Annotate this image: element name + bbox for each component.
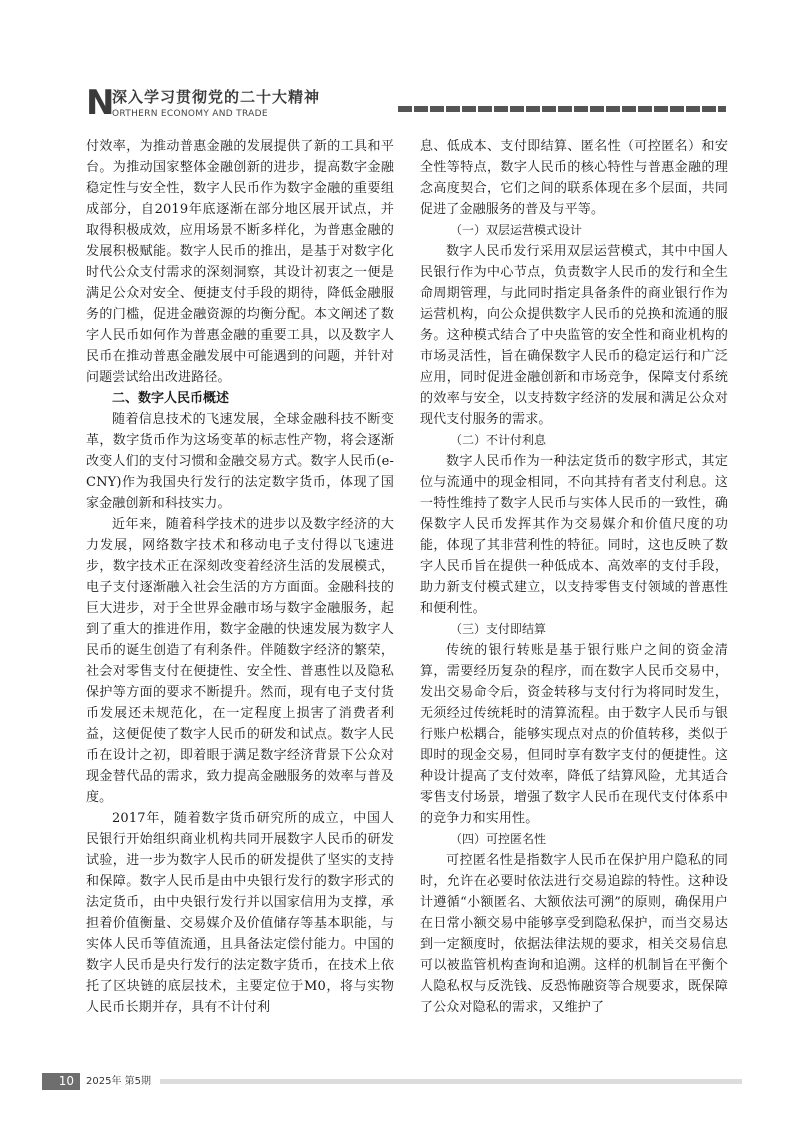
left-column: [86, 136, 394, 1018]
paragraph: 随着信息技术的飞速发展，全球金融科技不断变革，数字货币作为这场变革的标志性产物，将会逐渐改变人们的支付习惯和金融交易方式。数字人民币(e-CNY)作为我国央行发行的法定数字货币，体现了国家金融创新和科技实力。: [86, 412, 394, 511]
paragraph: 可控匿名性是指数字人民币在保护用户隐私的同时，允许在必要时依法进行交易追踪的特性。这种设计遵循“小额匿名、大额依法可溯”的原则，确保用户在日常小额交易中能够享受到隐私保护，而当交易达到一定额度时，依据法律法规的要求，相关交易信息可以被监管机构查询和追溯。这样的机制旨在平衡个人隐私权与反洗钱、反恐怖融资等合规要求，既保障了公众对隐私的需求，又维护了: [420, 853, 728, 1015]
page-header: [86, 83, 726, 123]
journal-name-en: ORTHERN ECONOMY AND TRADE: [112, 109, 268, 119]
subsection-heading: （一）双层运营模式设计: [450, 223, 583, 237]
section-heading: 二、数字人民币概述: [112, 391, 230, 406]
article-body: [86, 136, 726, 1066]
footer-rule: [160, 1079, 742, 1084]
page-number: 10: [42, 1073, 80, 1090]
journal-logo-letter: N: [86, 83, 115, 123]
paragraph: 付效率，为推动普惠金融的发展提供了新的工具和平台。为推动国家整体金融创新的进步，提高数字金融稳定性与安全性，数字人民币作为数字金融的重要组成部分，自2019年底逐渐在部分地区展开试点，并取得积极成效，应用场景不断多样化，为普惠金融的发展积极赋能。数字人民币的推出，是基于对数字化时代公众支付需求的深刻洞察，其设计初衷之一便是满足公众对安全、便捷支付手段的期待，降低金融服务的门槛，促进金融资源的均衡分配。本文阐述了数字人民币如何作为普惠金融的重要工具，以及数字人民币在推动普惠金融发展中可能遇到的问题，并针对问题尝试给出改进路径。: [86, 139, 394, 385]
paragraph: 数字人民币作为一种法定货币的数字形式，其定位与流通中的现金相同，不向其持有者支付利息。这一特性维持了数字人民币与实体人民币的一致性，确保数字人民币发挥其作为交易媒介和价值尺度的功能，体现了其非营利性的特征。同时，这也反映了数字人民币旨在提供一种低成本、高效率的支付手段，助力新支付模式建立，以支持零售支付领域的普惠性和便利性。: [420, 454, 728, 616]
page-footer: [42, 1073, 742, 1090]
paragraph: 2017年，随着数字货币研究所的成立，中国人民银行开始组织商业机构共同开展数字人民币的研发试验，进一步为数字人民币的研发提供了坚实的支持和保障。数字人民币是由中央银行发行的数字形式的法定货币，由中央银行发行并以国家信用为支撑，承担着价值衡量、交易媒介及价值储存等基本职能，与实体人民币等值流通，且具备法定偿付能力。中国的数字人民币是央行发行的法定数字货币，在技术上依托了区块链的底层技术，主要定位于M0，将与实物人民币长期并存，具有不计付利: [86, 811, 394, 1015]
subsection-heading: （三）支付即结算: [450, 622, 547, 636]
paragraph: 传统的银行转账是基于银行账户之间的资金清算，需要经历复杂的程序，而在数字人民币交易中，发出交易命令后，资金转移与支付行为将同时发生，无须经过传统耗时的清算流程。由于数字人民币与银行账户松耦合，能够实现点对点的价值转移，类似于即时的现金交易，但同时享有数字支付的便捷性。这种设计提高了支付效率，降低了结算风险，尤其适合零售支付场景，增强了数字人民币在现代支付体系中的竞争力和实用性。: [420, 643, 728, 826]
subsection-heading: （二）不计付利息: [450, 433, 547, 447]
paragraph: 息、低成本、支付即结算、匿名性（可控匿名）和安全性等特点，数字人民币的核心特性与普惠金融的理念高度契合，它们之间的联系体现在多个层面，共同促进了金融服务的普及与平等。: [420, 139, 728, 217]
subsection-heading: （四）可控匿名性: [450, 832, 547, 846]
paragraph: 近年来，随着科学技术的进步以及数字经济的大力发展，网络数字技术和移动电子支付得以飞速进步，数字技术正在深刻改变着经济生活的发展模式，电子支付逐渐融入社会生活的方方面面。金融科技的巨大进步，对于全世界金融市场与数字金融服务，起到了重大的推进作用，数字金融的快速发展为数字人民币的诞生创造了有利条件。伴随数字经济的繁荣，社会对零售支付在便捷性、安全性、普惠性以及隐私保护等方面的要求不断提升。然而，现有电子支付货币发展还未规范化，在一定程度上损害了消费者利益，这便促使了数字人民币的研发和试点。数字人民币在设计之初，即着眼于满足数字经济背景下公众对现金替代品的需求，致力提高金融服务的效率与普及度。: [86, 517, 394, 805]
paragraph: 数字人民币发行采用双层运营模式，其中中国人民银行作为中心节点，负责数字人民币的发行和全生命周期管理，与此同时指定具备条件的商业银行作为运营机构，向公众提供数字人民币的兑换和流通的服务。这种模式结合了中央监管的安全性和商业机构的市场灵活性，旨在确保数字人民币的稳定运行和广泛应用，同时促进金融创新和市场竞争，保障支付系统的效率与安全，以支持数字经济的发展和满足公众对现代支付服务的需求。: [420, 244, 728, 427]
issue-label: 2025年 第5期: [86, 1076, 151, 1087]
header-rule: [398, 106, 726, 112]
column-title: 深入学习贯彻党的二十大精神: [112, 88, 321, 106]
right-column: [420, 136, 728, 1018]
